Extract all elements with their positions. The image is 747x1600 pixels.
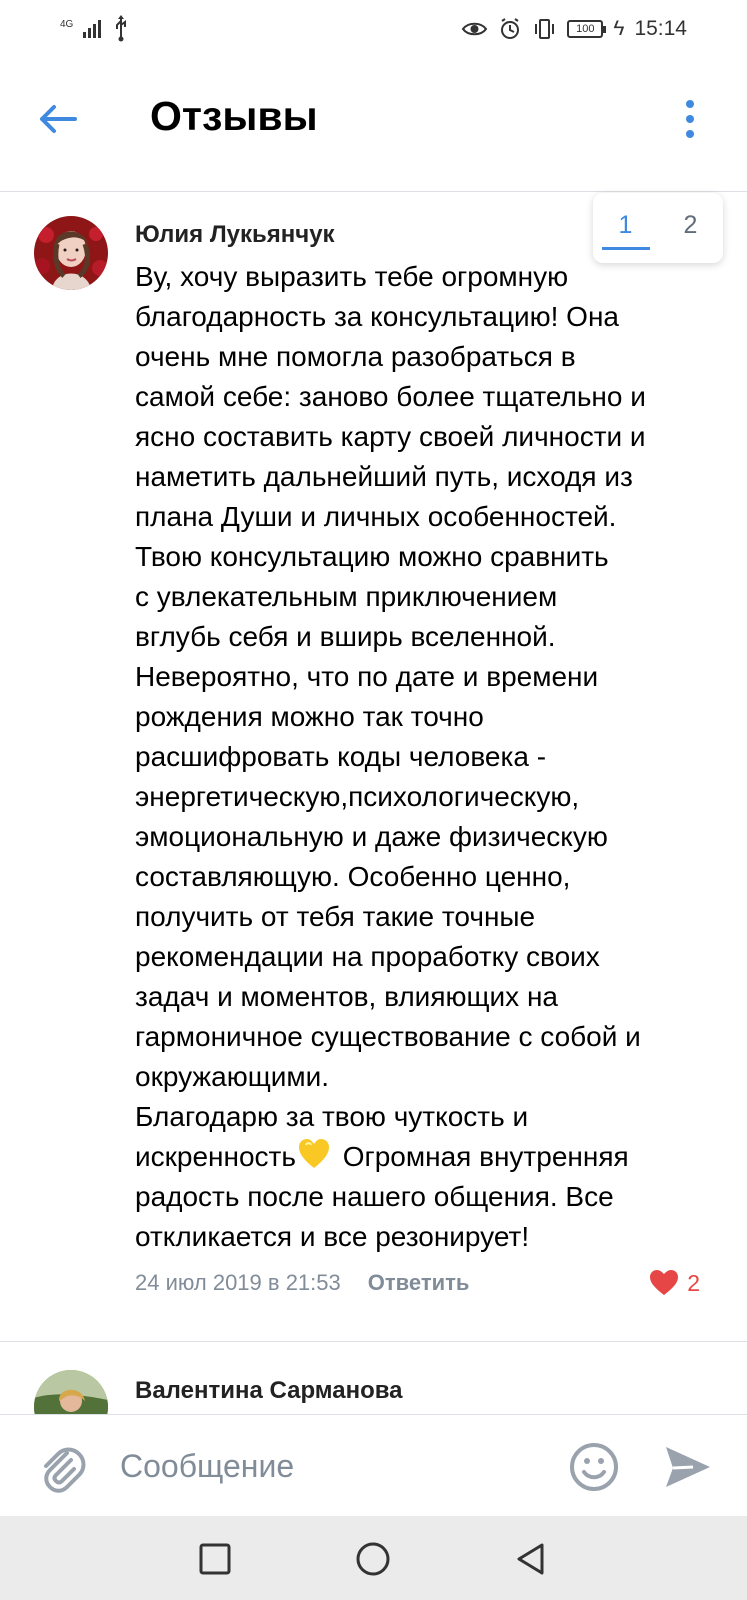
reply-button[interactable]: Ответить: [367, 1270, 470, 1295]
page-1-tab[interactable]: 1: [602, 206, 650, 250]
arrow-left-icon: [37, 103, 79, 135]
alarm-icon: [498, 17, 522, 41]
like-count: 2: [687, 1270, 700, 1296]
network-type: 4G: [60, 19, 74, 30]
comment-line: расшифровать коды человека -: [135, 741, 547, 772]
signal-icon: [83, 20, 101, 38]
like-button[interactable]: [649, 1268, 700, 1298]
comment-item: [0, 1342, 747, 1414]
comment-line: с увлекательным приключением: [135, 581, 558, 612]
comment-emoji-line: [135, 1137, 715, 1177]
recent-apps-button[interactable]: [192, 1536, 238, 1582]
comment-date: 24 июл 2019 в 21:53: [135, 1270, 341, 1295]
recent-apps-icon: [192, 1536, 238, 1582]
comment-line: откликается и все резонирует!: [135, 1221, 530, 1252]
comment-line: ясно составить карту своей личности и: [135, 421, 646, 452]
comment-line-fragment: искренность: [135, 1141, 296, 1172]
comment-line: Невероятно, что по дате и времени: [135, 661, 599, 692]
battery-icon: [567, 20, 603, 38]
status-right: [461, 17, 687, 41]
emoji-button[interactable]: [567, 1440, 621, 1494]
attach-button[interactable]: [36, 1440, 86, 1494]
comment-line: составляющую. Особенно ценно,: [135, 861, 571, 892]
android-navigation-bar: [0, 1516, 747, 1600]
paperclip-icon: [36, 1440, 86, 1494]
home-icon: [350, 1536, 396, 1582]
comment-line: самой себе: заново более тщательно и: [135, 381, 646, 412]
message-composer: [0, 1414, 747, 1516]
battery-level: 100: [576, 23, 595, 35]
comment-meta: [135, 1268, 469, 1298]
comment-line: рекомендации на проработку своих: [135, 941, 600, 972]
comment-line: эмоциональную и даже физическую: [135, 821, 608, 852]
vertical-more-dot: [686, 100, 694, 108]
comment-line: Ву, хочу выразить тебе огромную: [135, 261, 569, 292]
comment-line: Благодарю за твою чуткость и: [135, 1101, 529, 1132]
comment-line: Твою консультацию можно сравнить: [135, 541, 609, 572]
yellow-heart-icon: [297, 1137, 331, 1171]
vibration-icon: [532, 17, 557, 41]
comments-list: [0, 193, 747, 1414]
vertical-more-dot: [686, 130, 694, 138]
comment-text: [135, 257, 715, 1257]
comment-line: вглубь себя и вширь вселенной.: [135, 621, 556, 652]
comment-line: плана Души и личных особенностей.: [135, 501, 617, 532]
comment-line: наметить дальнейший путь, исходя из: [135, 461, 633, 492]
comment-line: очень мне помогла разобраться в: [135, 341, 576, 372]
author-name[interactable]: Валентина Сарманова: [135, 1377, 403, 1404]
comment-line: получить от тебя такие точные: [135, 901, 536, 932]
comment-page-switcher: [593, 193, 723, 263]
more-options-button[interactable]: [675, 94, 705, 144]
heart-icon: [649, 1269, 679, 1297]
system-back-button[interactable]: [508, 1536, 554, 1582]
usb-icon: [111, 15, 131, 43]
message-input[interactable]: [120, 1440, 530, 1492]
comment-line-fragment: Огромная внутренняя: [334, 1141, 629, 1172]
comment-line: окружающими.: [135, 1061, 330, 1092]
comment-line: радость после нашего общения. Все: [135, 1181, 614, 1212]
page-title: Отзывы: [150, 93, 318, 139]
send-icon: [663, 1442, 713, 1492]
comment-line: гармоничное существование с собой и: [135, 1021, 641, 1052]
comment-line: энергетическую,психологическую,: [135, 781, 580, 812]
back-button[interactable]: [32, 93, 84, 145]
back-triangle-icon: [508, 1536, 554, 1582]
comment-line: рождения можно так точно: [135, 701, 484, 732]
author-avatar[interactable]: [34, 216, 108, 290]
comment-line: благодарность за консультацию! Она: [135, 301, 619, 332]
status-bar: [0, 0, 747, 58]
comment-line: задач и моментов, влияющих на: [135, 981, 558, 1012]
status-left: [60, 15, 131, 43]
smile-icon: [567, 1440, 621, 1494]
page-2-tab[interactable]: 2: [683, 211, 698, 239]
status-time: 15:14: [634, 17, 687, 40]
home-button[interactable]: [350, 1536, 396, 1582]
comment-item: [0, 193, 747, 1342]
send-button[interactable]: [663, 1442, 713, 1492]
app-header: [0, 58, 747, 192]
vertical-more-dot: [686, 115, 694, 123]
author-avatar[interactable]: [34, 1370, 108, 1414]
charging-icon: ϟ: [613, 17, 625, 40]
author-name[interactable]: Юлия Лукьянчук: [135, 221, 335, 248]
eye-icon: [461, 19, 488, 39]
